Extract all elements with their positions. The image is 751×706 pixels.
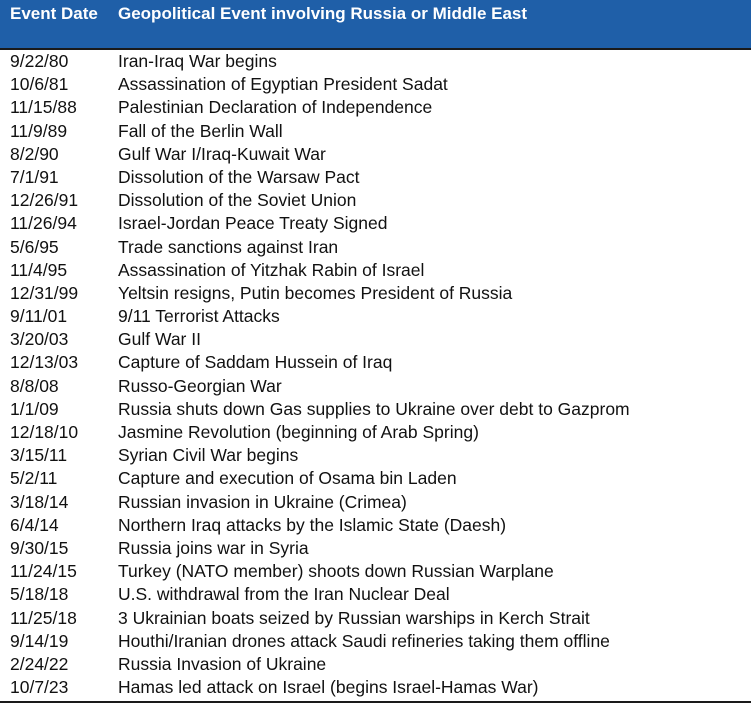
event-date-cell: 2/24/22 [10, 653, 69, 674]
event-description-cell: Gulf War II [118, 329, 201, 350]
event-date-cell: 11/15/88 [10, 97, 77, 118]
event-date-cell: 5/6/95 [10, 236, 59, 257]
table-row [0, 259, 751, 282]
header-event-date: Event Date [10, 4, 98, 23]
table-row [0, 491, 751, 514]
event-date-cell: 3/15/11 [10, 445, 68, 466]
event-description-cell: U.S. withdrawal from the Iran Nuclear Deal [118, 584, 450, 605]
event-date-cell: 9/30/15 [10, 537, 69, 558]
event-description-cell: Capture of Saddam Hussein of Iraq [118, 352, 393, 373]
event-date-cell: 9/22/80 [10, 51, 69, 71]
table-row [0, 166, 751, 189]
table-row [0, 73, 751, 96]
event-date-cell: 7/1/91 [10, 166, 59, 187]
event-date-cell: 12/13/03 [10, 352, 79, 373]
event-date-cell: 11/24/15 [10, 561, 77, 582]
table-row [0, 421, 751, 444]
table-row [0, 630, 751, 653]
table-row [0, 653, 751, 676]
table-row [0, 537, 751, 560]
table-row [0, 96, 751, 119]
event-date-cell: 10/6/81 [10, 74, 69, 95]
event-date-cell: 9/14/19 [10, 630, 69, 651]
table-row [0, 560, 751, 583]
event-description-cell: Israel-Jordan Peace Treaty Signed [118, 213, 388, 234]
event-date-cell: 10/7/23 [10, 677, 69, 698]
event-description-cell: Capture and execution of Osama bin Laden [118, 468, 457, 489]
event-date-cell: 12/26/91 [10, 190, 79, 211]
table-row [0, 514, 751, 537]
event-description-cell: Gulf War I/Iraq-Kuwait War [118, 143, 326, 164]
event-description-cell: Jasmine Revolution (beginning of Arab Spring) [118, 422, 479, 442]
table-row [0, 467, 751, 490]
table-row [0, 583, 751, 606]
event-description-cell: Syrian Civil War begins [118, 445, 299, 466]
table-row [0, 282, 751, 305]
event-description-cell: Fall of the Berlin Wall [118, 120, 283, 141]
event-description-cell: 9/11 Terrorist Attacks [118, 306, 280, 327]
table-row [0, 236, 751, 259]
event-date-cell: 3/18/14 [10, 491, 69, 512]
table-row [0, 607, 751, 630]
event-description-cell: Houthi/Iranian drones attack Saudi refineries taking them offline [118, 630, 610, 651]
table-row [0, 375, 751, 398]
event-description-cell: Assassination of Egyptian President Sadat [118, 74, 448, 95]
event-description-cell: Iran-Iraq War begins [118, 51, 277, 71]
event-date-cell: 12/31/99 [10, 282, 79, 303]
event-date-cell: 9/11/01 [10, 306, 68, 327]
event-description-cell: Northern Iraq attacks by the Islamic State (Daesh) [118, 514, 507, 535]
event-date-cell: 3/20/03 [10, 329, 69, 350]
event-description-cell: Russo-Georgian War [118, 375, 282, 396]
event-description-cell: Russia Invasion of Ukraine [118, 653, 327, 674]
event-date-cell: 11/4/95 [10, 259, 68, 280]
event-description-cell: Palestinian Declaration of Independence [118, 97, 433, 118]
table-row [0, 143, 751, 166]
event-date-cell: 5/18/18 [10, 584, 69, 605]
table-row [0, 189, 751, 212]
event-description-cell: Dissolution of the Warsaw Pact [118, 166, 360, 187]
event-description-cell: Russia joins war in Syria [118, 537, 309, 558]
event-date-cell: 11/26/94 [10, 213, 77, 234]
event-date-cell: 1/1/09 [10, 398, 59, 419]
table-row [0, 351, 751, 374]
event-description-cell: Trade sanctions against Iran [118, 236, 339, 257]
event-date-cell: 12/18/10 [10, 422, 79, 442]
table-header [0, 0, 751, 50]
event-date-cell: 6/4/14 [10, 514, 59, 535]
event-description-cell: Yeltsin resigns, Putin becomes President of Russia [118, 282, 513, 303]
table-row [0, 305, 751, 328]
event-description-cell: Russian invasion in Ukraine (Crimea) [118, 491, 407, 512]
table-row [0, 398, 751, 421]
event-description-cell: Turkey (NATO member) shoots down Russian Warplane [118, 561, 554, 582]
table-row [0, 676, 751, 699]
event-date-cell: 8/8/08 [10, 375, 59, 396]
event-date-cell: 11/9/89 [10, 120, 68, 141]
event-description-cell: Dissolution of the Soviet Union [118, 190, 357, 211]
table-row [0, 444, 751, 467]
event-description-cell: Hamas led attack on Israel (begins Israel-Hamas War) [118, 677, 539, 698]
event-description-cell: Assassination of Yitzhak Rabin of Israel [118, 259, 425, 280]
event-date-cell: 11/25/18 [10, 607, 77, 628]
event-description-cell: 3 Ukrainian boats seized by Russian warships in Kerch Strait [118, 607, 590, 628]
event-description-cell: Russia shuts down Gas supplies to Ukraine over debt to Gazprom [118, 398, 630, 419]
event-date-cell: 5/2/11 [10, 468, 58, 489]
table-row [0, 212, 751, 235]
table-bottom-border [0, 701, 751, 703]
table-row [0, 120, 751, 143]
table-body [0, 50, 751, 699]
table-row [0, 328, 751, 351]
event-date-cell: 8/2/90 [10, 143, 59, 164]
header-geopolitical-event: Geopolitical Event involving Russia or Middle East [118, 4, 528, 23]
table-row [0, 50, 751, 73]
